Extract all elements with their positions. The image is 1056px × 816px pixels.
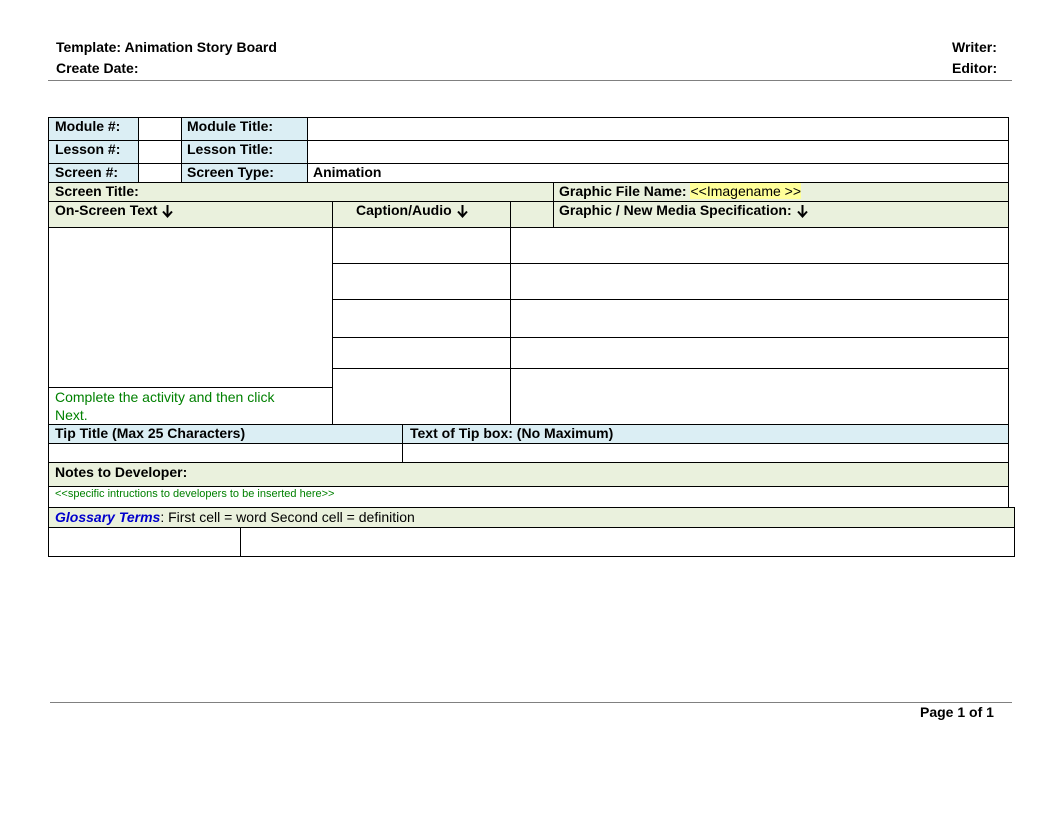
- graphic-spec-field[interactable]: [511, 228, 1008, 263]
- table-border: [332, 201, 333, 425]
- table-border: [332, 337, 1009, 338]
- graphic-file-label: Graphic File Name:: [559, 183, 687, 199]
- table-border: [48, 117, 49, 557]
- glossary-word-field[interactable]: [49, 528, 240, 556]
- tip-text-label: Text of Tip box: (No Maximum): [402, 425, 1008, 443]
- table-border: [240, 527, 241, 557]
- editor-label: Editor:: [952, 60, 998, 76]
- caption-audio-field[interactable]: [332, 264, 510, 299]
- table-border: [48, 140, 1009, 141]
- blank-header-cell: [510, 202, 553, 227]
- table-border: [332, 263, 1009, 264]
- table-border: [553, 182, 554, 228]
- graphic-spec-header: [553, 202, 1008, 227]
- caption-audio-label: Caption/Audio: [356, 202, 452, 218]
- table-border: [332, 368, 1009, 369]
- screen-title-label: Screen Title:: [49, 183, 553, 201]
- onscreen-text-label: On-Screen Text: [55, 202, 158, 218]
- table-border: [48, 443, 1009, 444]
- glossary-description: : First cell = word Second cell = definition: [160, 509, 415, 525]
- create-date-label: Create Date:: [56, 60, 139, 76]
- lesson-title-label: Lesson Title:: [181, 141, 307, 163]
- arrow-down-icon: [162, 205, 173, 218]
- caption-audio-header: [332, 202, 510, 227]
- table-border: [48, 486, 1009, 487]
- graphic-file-cell: [553, 183, 1008, 201]
- table-border: [48, 556, 1015, 557]
- onscreen-text-header: [49, 202, 332, 227]
- table-border: [48, 201, 1009, 202]
- notes-label: Notes to Developer:: [49, 463, 1008, 486]
- table-border: [307, 117, 308, 183]
- lesson-number-field[interactable]: [138, 141, 181, 163]
- writer-label: Writer:: [952, 39, 997, 55]
- screen-number-label: Screen #:: [49, 164, 138, 182]
- caption-audio-field[interactable]: [332, 369, 510, 424]
- tip-title-field[interactable]: [49, 444, 402, 462]
- complete-activity-line: Next.: [55, 407, 88, 423]
- table-border: [48, 227, 1009, 228]
- glossary-definition-field[interactable]: [241, 528, 1014, 556]
- table-border: [1008, 117, 1009, 508]
- lesson-number-label: Lesson #:: [49, 141, 138, 163]
- graphic-spec-field[interactable]: [511, 369, 1008, 424]
- graphic-spec-field[interactable]: [511, 300, 1008, 337]
- header-rule: [48, 80, 1012, 81]
- table-border: [48, 462, 1009, 463]
- arrow-down-icon: [457, 205, 468, 218]
- graphic-spec-field[interactable]: [511, 264, 1008, 299]
- table-border: [402, 424, 403, 463]
- complete-activity-text[interactable]: [49, 388, 332, 424]
- glossary-label: Glossary Terms: [55, 509, 161, 525]
- table-border: [1014, 507, 1015, 557]
- template-title: Template: Animation Story Board: [56, 39, 277, 55]
- screen-number-field[interactable]: [138, 164, 181, 182]
- table-border: [48, 424, 1009, 425]
- table-border: [48, 387, 332, 388]
- graphic-spec-field[interactable]: [511, 338, 1008, 368]
- table-border: [48, 163, 1009, 164]
- tip-text-field[interactable]: [402, 444, 1008, 462]
- screen-type-value[interactable]: Animation: [313, 164, 382, 180]
- onscreen-text-field[interactable]: [49, 228, 332, 387]
- lesson-title-field[interactable]: [307, 141, 1008, 163]
- graphic-spec-label: Graphic / New Media Specification:: [559, 202, 792, 218]
- page-number: Page 1 of 1: [920, 704, 994, 720]
- table-border: [48, 117, 1009, 118]
- module-title-field[interactable]: [307, 118, 1008, 140]
- graphic-file-value[interactable]: <<Imagename >>: [690, 183, 802, 199]
- table-border: [48, 182, 1009, 183]
- caption-audio-field[interactable]: [332, 338, 510, 368]
- screen-type-label: Screen Type:: [181, 164, 307, 182]
- module-number-label: Module #:: [49, 118, 138, 140]
- footer-rule: [50, 702, 1012, 703]
- arrow-down-icon: [797, 205, 808, 218]
- table-border: [181, 117, 182, 183]
- table-border: [510, 201, 511, 425]
- caption-audio-field[interactable]: [332, 300, 510, 337]
- table-border: [138, 117, 139, 183]
- table-border: [48, 507, 1015, 508]
- module-title-label: Module Title:: [181, 118, 307, 140]
- complete-activity-line: Complete the activity and then click: [55, 389, 275, 405]
- module-number-field[interactable]: [138, 118, 181, 140]
- table-border: [48, 527, 1015, 528]
- tip-title-label: Tip Title (Max 25 Characters): [49, 425, 402, 443]
- notes-placeholder[interactable]: <<specific intructions to developers to be inserted here>>: [55, 488, 335, 500]
- glossary-header: [49, 508, 1014, 527]
- table-border: [332, 299, 1009, 300]
- caption-audio-field[interactable]: [332, 228, 510, 263]
